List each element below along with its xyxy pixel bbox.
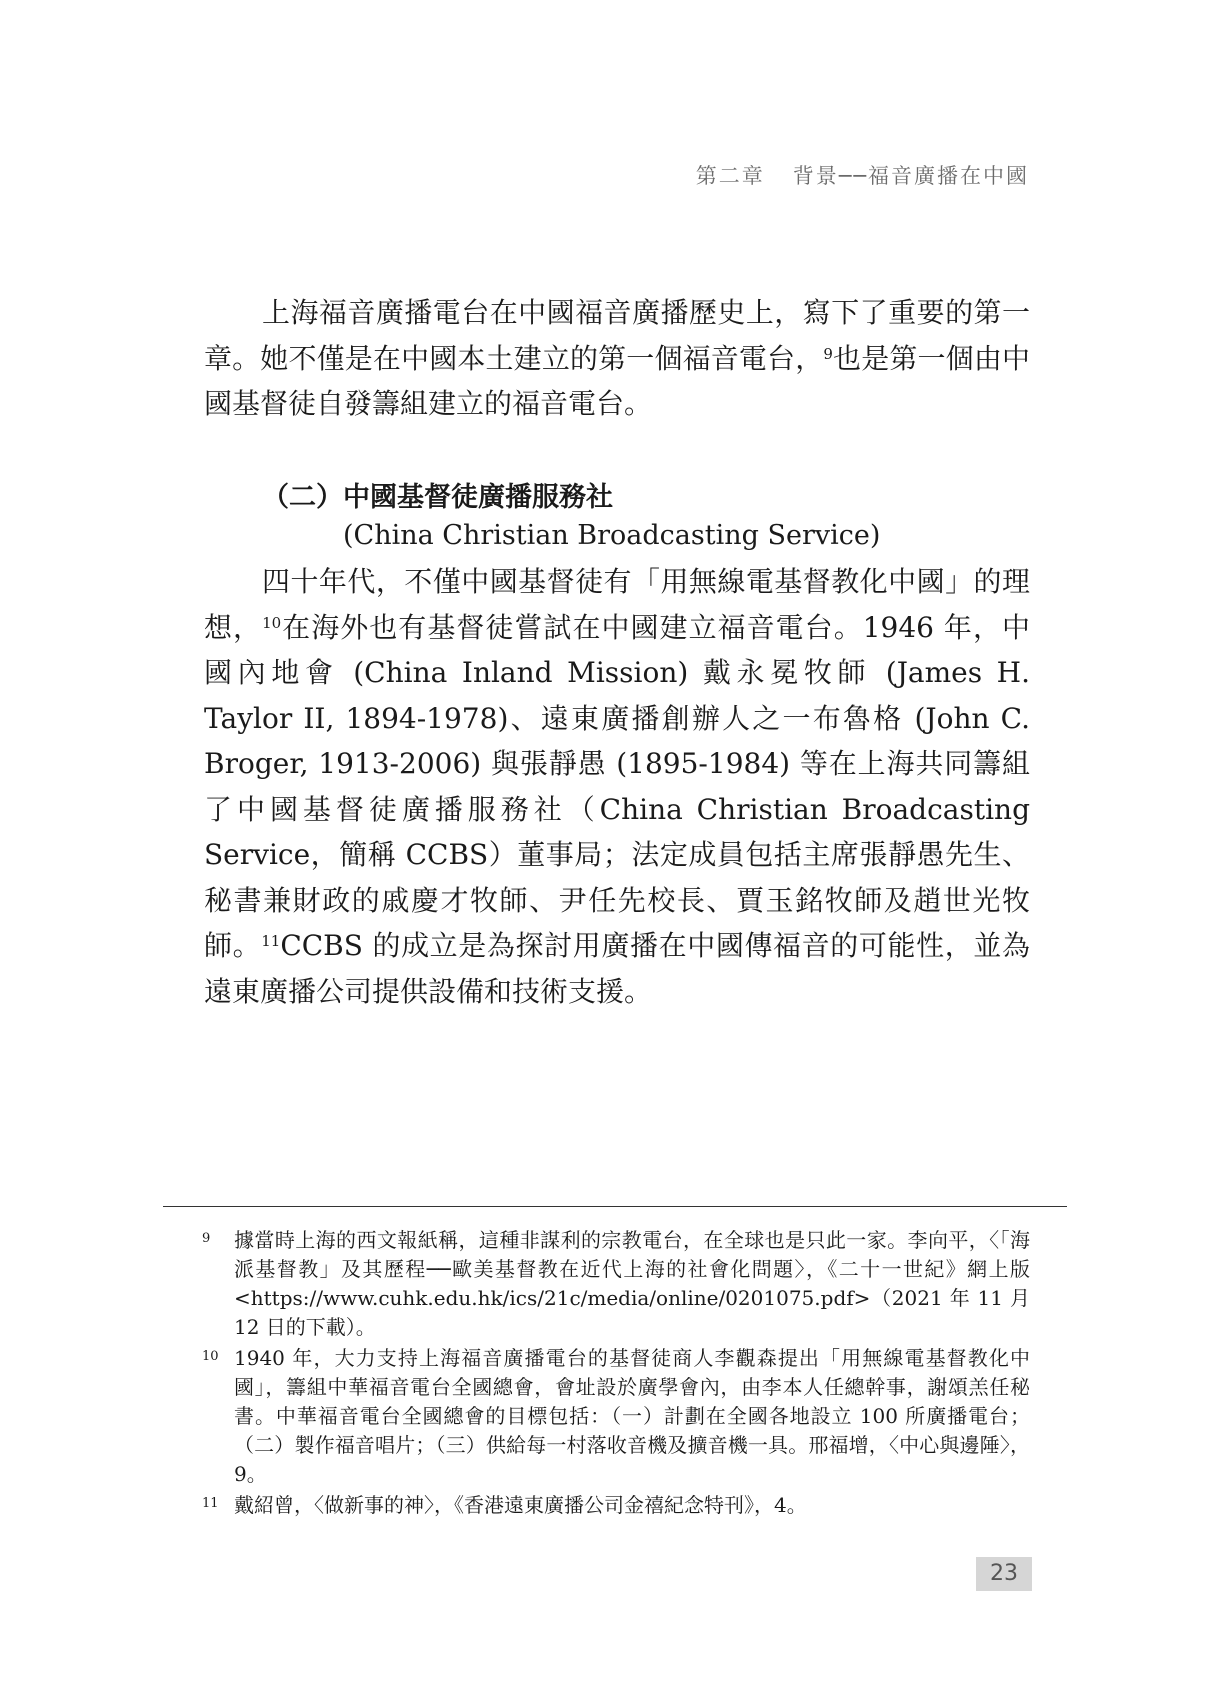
section-subtitle: (China Christian Broadcasting Service) [343,520,881,551]
section-heading: （二）中國基督徒廣播服務社 [262,482,613,513]
footnote-item [204,1226,1030,1342]
paragraph-text-part: 也是第一個由中國基督徒自發籌組建立的福音電台。 [204,341,1030,420]
footnote-ref[interactable]: 11 [261,932,281,950]
footnote-ref[interactable]: 10 [262,613,282,632]
footnote-ref[interactable]: 9 [823,344,833,363]
footnote-text: 戴紹曾，〈做新事的神〉，《香港遠東廣播公司金禧紀念特刊》，4。 [234,1493,807,1517]
chapter-label: 第二章 [695,164,765,188]
body-paragraph-2 [204,559,1030,1014]
chapter-title: 背景──福音廣播在中國 [792,164,1029,188]
paragraph-text-part: 上海福音廣播電台在中國福音廣播歷史上，寫下了重要的第一章。她不僅是在中國本土建立的第一個福音電台， [204,296,1030,375]
footnote-divider [163,1206,1067,1207]
paragraph-text [204,559,1030,1014]
footnote-item [204,1491,1030,1520]
footnotes [204,1226,1030,1522]
body-paragraph-1 [204,290,1030,427]
paragraph-text [204,290,1030,427]
paragraph-text-part: CCBS 的成立是為探討用廣播在中國傳福音的可能性，並為遠東廣播公司提供設備和技術支援。 [204,929,1030,1008]
footnote-number: 9 [202,1231,211,1246]
running-head [696,160,1029,190]
footnote-text: 1940 年，大力支持上海福音廣播電台的基督徒商人李觀森提出「用無線電基督教化中國」，籌組中華福音電台全國總會，會址設於廣學會內，由李本人任總幹事，謝頌羔任秘書。中華福音電台全國總會的目標包括：（一）計劃在全國各地設立 100 所廣播電台；（二）製作福音唱片；（三）供給每一村落收音機及擴音機一具。邢福增，〈中心與邊陲〉，9。 [234,1346,1030,1486]
page-number: 23 [976,1557,1032,1591]
footnote-item [204,1344,1030,1489]
footnote-number: 11 [202,1496,219,1511]
paragraph-text-part: 四十年代，不僅中國基督徒有「用無線電基督教化中國」的理想， [204,565,1030,644]
footnote-number: 10 [202,1349,219,1364]
footnote-text: 據當時上海的西文報紙稱，這種非謀利的宗教電台，在全球也是只此一家。李向平，〈「海派基督教」及其歷程──歐美基督教在近代上海的社會化問題〉，《二十一世紀》網上版 <https://www.cuhk.edu.hk/ics/21c/media/online/0201075.pdf>（2021 年 11 月 12 日的下載）。 [234,1228,1030,1339]
paragraph-text-part: 在海外也有基督徒嘗試在中國建立福音電台。1946 年，中國內地會 (China Inland Mission) 戴永冕牧師 (James H. Taylor II, 1894-1978)、遠東廣播創辦人之一布魯格 (John C. Broger, 1913-2006) 與張靜愚 (1895-1984) 等在上海共同籌組了中國基督徒廣播服務社（China Christian Broadcasting Service，簡稱 CCBS）董事局；法定成員包括主席張靜愚先生、秘書兼財政的戚慶才牧師、尹任先校長、賈玉銘牧師及趙世光牧師。 [204,610,1030,962]
